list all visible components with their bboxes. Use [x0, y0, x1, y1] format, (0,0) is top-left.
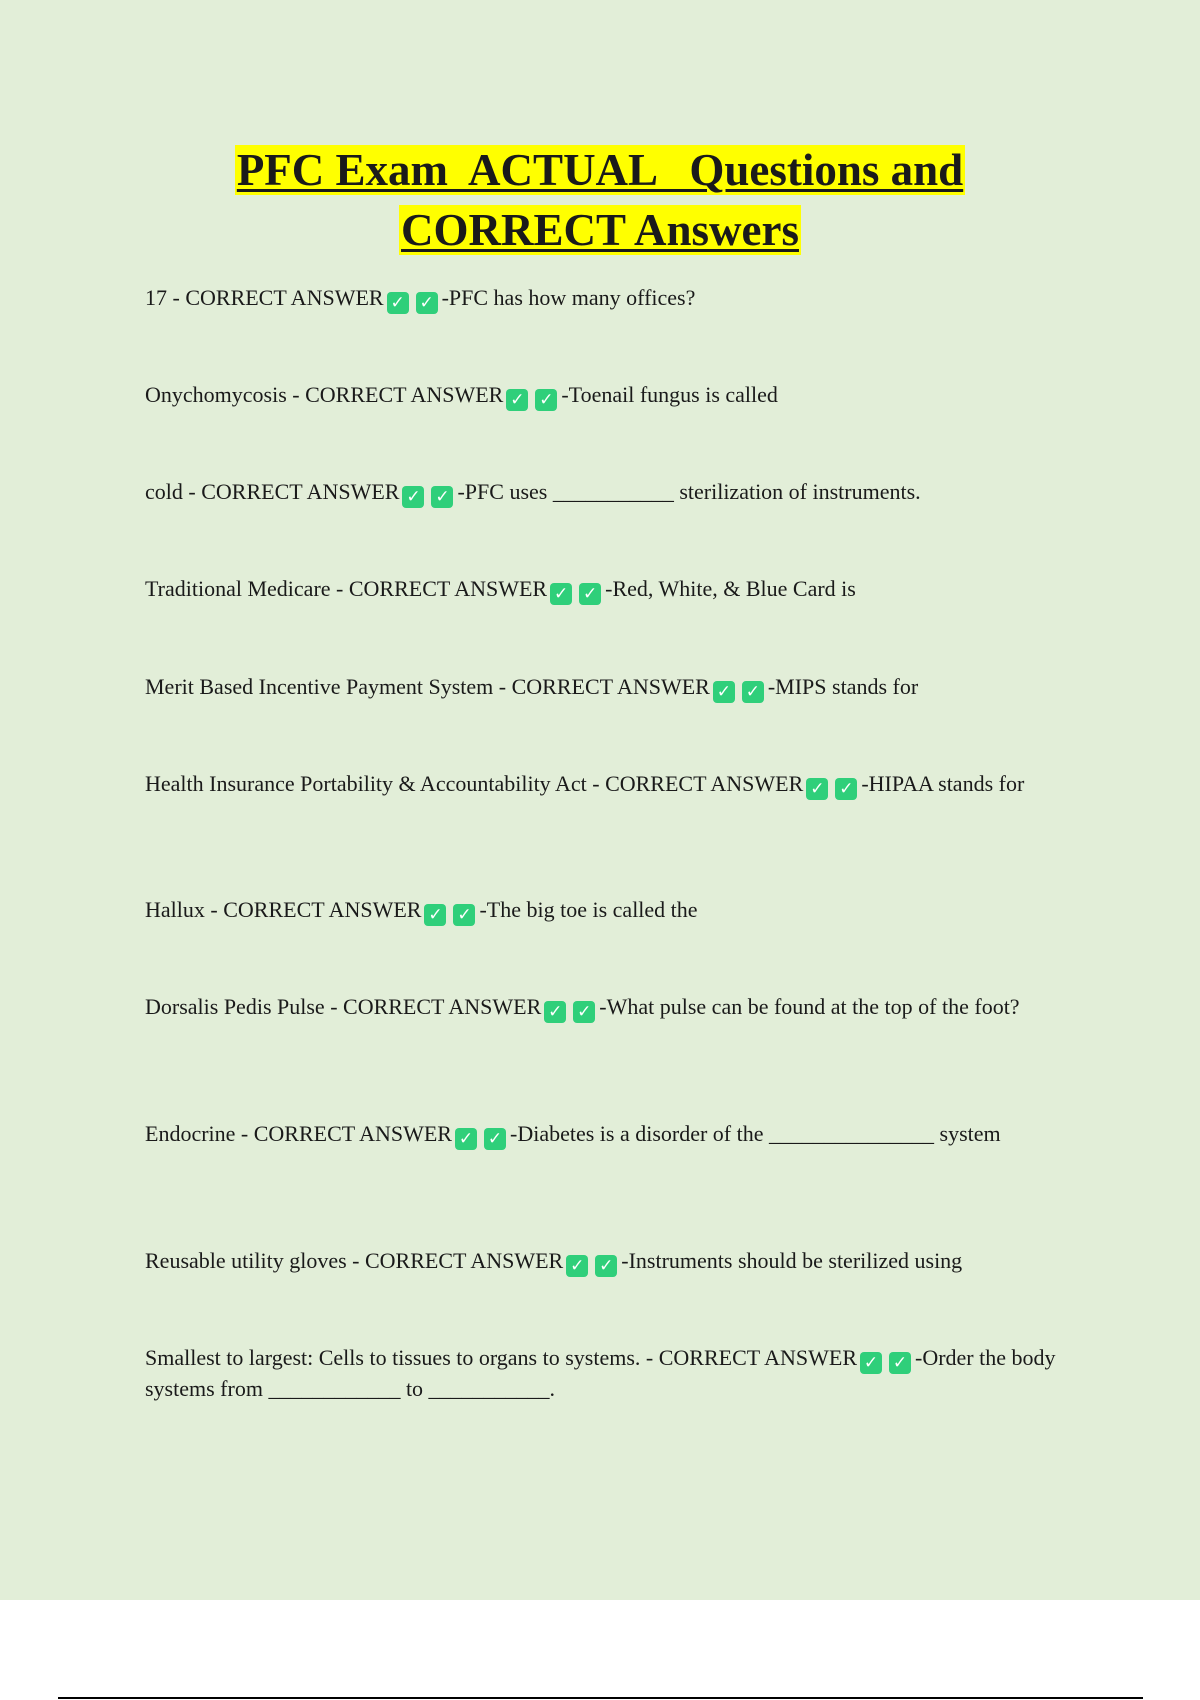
- check-mark-icon: ✓: [835, 778, 857, 800]
- check-mark-icon: ✓: [550, 583, 572, 605]
- qa-correct-answer-label: CORRECT ANSWER: [348, 576, 548, 601]
- qa-answer: Reusable utility gloves: [145, 1248, 347, 1273]
- qa-correct-answer-label: CORRECT ANSWER: [658, 1345, 857, 1370]
- document-title: [0, 140, 1200, 260]
- qa-item: Endocrine - CORRECT ANSWER ✓ ✓ -Diabetes is a disorder of the _______________ system: [145, 1121, 1001, 1149]
- qa-answer: Merit Based Incentive Payment System: [145, 674, 494, 699]
- check-mark-icon: ✓: [484, 1128, 506, 1150]
- qa-correct-answer-label: CORRECT ANSWER: [364, 1248, 564, 1273]
- qa-answer: 17: [145, 285, 167, 310]
- qa-answer: Dorsalis Pedis Pulse: [145, 994, 325, 1019]
- check-mark-icon: ✓: [566, 1255, 588, 1277]
- qa-answer: cold: [145, 479, 183, 504]
- qa-answer: Smallest to largest: Cells to tissues to organs to systems.: [145, 1345, 641, 1370]
- check-mark-icon: ✓: [713, 681, 735, 703]
- check-mark-icon: ✓: [387, 292, 409, 314]
- qa-question: Red, White, & Blue Card is: [612, 576, 856, 601]
- qa-answer: Hallux: [145, 897, 205, 922]
- qa-item: Merit Based Incentive Payment System - CORRECT ANSWER ✓ ✓ -MIPS stands for: [145, 674, 919, 702]
- page-divider: [58, 1697, 1143, 1699]
- qa-item: Traditional Medicare - CORRECT ANSWER ✓ ✓ -Red, White, & Blue Card is: [145, 576, 856, 604]
- qa-item: Reusable utility gloves - CORRECT ANSWER ✓ ✓ -Instruments should be sterilized using: [145, 1248, 963, 1276]
- qa-question: PFC uses ___________ sterilization of instruments.: [464, 479, 921, 504]
- qa-question: The big toe is called the: [486, 897, 698, 922]
- qa-item: Smallest to largest: Cells to tissues to organs to systems. - CORRECT ANSWER ✓ ✓ -Order the body systems from ____________ to ___________.: [145, 1345, 1062, 1401]
- qa-correct-answer-label: CORRECT ANSWER: [253, 1121, 452, 1146]
- qa-correct-answer-label: CORRECT ANSWER: [223, 897, 422, 922]
- qa-item: 17 - CORRECT ANSWER ✓ ✓ -PFC has how many offices?: [145, 285, 696, 313]
- qa-item: Health Insurance Portability & Accountability Act - CORRECT ANSWER ✓ ✓ -HIPAA stands for: [145, 771, 1025, 799]
- qa-answer: Traditional Medicare: [145, 576, 331, 601]
- qa-correct-answer-label: CORRECT ANSWER: [185, 285, 384, 310]
- check-mark-icon: ✓: [453, 904, 475, 926]
- qa-correct-answer-label: CORRECT ANSWER: [511, 674, 710, 699]
- qa-question: MIPS stands for: [775, 674, 919, 699]
- check-mark-icon: ✓: [579, 583, 601, 605]
- check-mark-icon: ✓: [431, 486, 453, 508]
- title-line-2: CORRECT Answers: [401, 205, 799, 255]
- qa-item: Hallux - CORRECT ANSWER ✓ ✓ -The big toe is called the: [145, 897, 698, 925]
- check-mark-icon: ✓: [742, 681, 764, 703]
- check-mark-icon: ✓: [889, 1352, 911, 1374]
- qa-answer: Health Insurance Portability & Accountability Act: [145, 771, 587, 796]
- qa-correct-answer-label: CORRECT ANSWER: [201, 479, 400, 504]
- qa-answer: Endocrine: [145, 1121, 236, 1146]
- check-mark-icon: ✓: [506, 389, 528, 411]
- check-mark-icon: ✓: [535, 389, 557, 411]
- title-line-1: PFC Exam ACTUAL Questions and: [236, 145, 964, 195]
- qa-answer: Onychomycosis: [145, 382, 287, 407]
- qa-question: Order the body systems from ____________ to ___________.: [145, 1345, 1062, 1401]
- qa-item: Dorsalis Pedis Pulse - CORRECT ANSWER ✓ ✓ -What pulse can be found at the top of the foot?: [145, 994, 1020, 1022]
- check-mark-icon: ✓: [573, 1001, 595, 1023]
- qa-question: PFC has how many offices?: [448, 285, 696, 310]
- check-mark-icon: ✓: [402, 486, 424, 508]
- check-mark-icon: ✓: [595, 1255, 617, 1277]
- qa-correct-answer-label: CORRECT ANSWER: [305, 382, 504, 407]
- check-mark-icon: ✓: [806, 778, 828, 800]
- check-mark-icon: ✓: [860, 1352, 882, 1374]
- qa-item: Onychomycosis - CORRECT ANSWER ✓ ✓ -Toenail fungus is called: [145, 382, 778, 410]
- qa-question: Toenail fungus is called: [568, 382, 778, 407]
- qa-question: Diabetes is a disorder of the _______________ system: [517, 1121, 1001, 1146]
- check-mark-icon: ✓: [416, 292, 438, 314]
- check-mark-icon: ✓: [455, 1128, 477, 1150]
- qa-correct-answer-label: CORRECT ANSWER: [605, 771, 804, 796]
- qa-question: HIPAA stands for: [868, 771, 1025, 796]
- qa-correct-answer-label: CORRECT ANSWER: [343, 994, 542, 1019]
- qa-question: What pulse can be found at the top of the foot?: [606, 994, 1020, 1019]
- qa-question: Instruments should be sterilized using: [628, 1248, 963, 1273]
- check-mark-icon: ✓: [424, 904, 446, 926]
- check-mark-icon: ✓: [544, 1001, 566, 1023]
- qa-item: cold - CORRECT ANSWER ✓ ✓ -PFC uses ___________ sterilization of instruments.: [145, 479, 921, 507]
